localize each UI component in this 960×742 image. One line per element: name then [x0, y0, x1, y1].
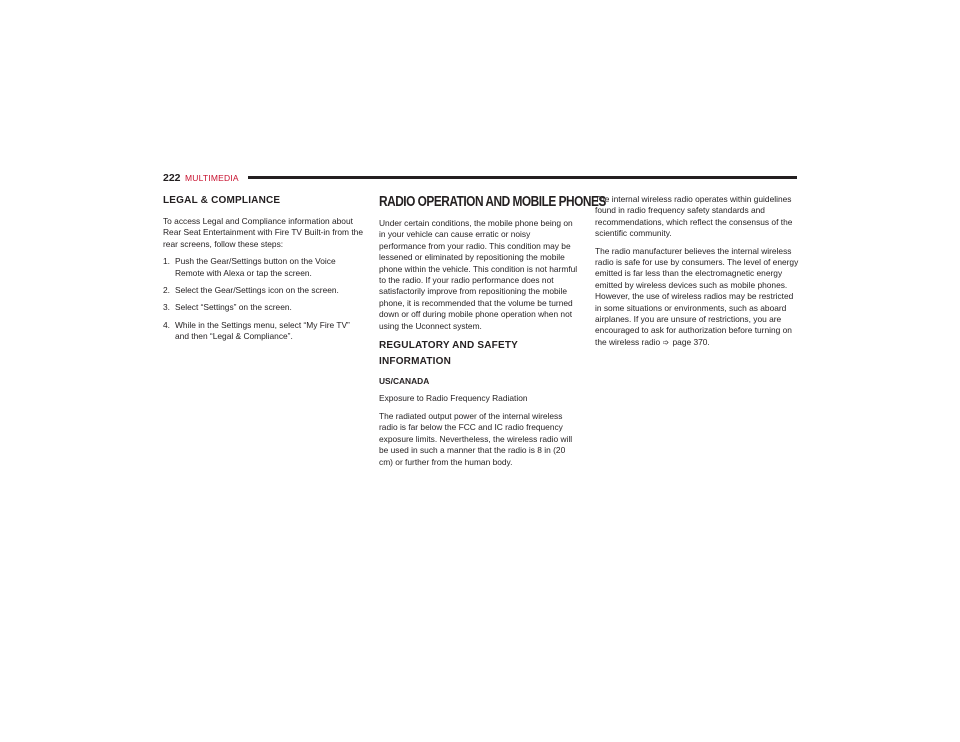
step-number: 3. — [163, 302, 170, 313]
list-item — [163, 256, 365, 279]
step-text: While in the Settings menu, select “My Fire TV” and then “Legal & Compliance”. — [175, 319, 350, 342]
column-3 — [595, 194, 800, 354]
page-number: 222 — [163, 172, 181, 184]
safety-para — [595, 246, 800, 349]
list-item — [163, 285, 365, 296]
steps-list — [163, 256, 365, 342]
list-item — [163, 302, 365, 313]
safety-para-text: The radio manufacturer believes the internal wireless radio is safe for use by consumers. The level of energy emitted is far less than the electromagnetic energy emitted by wireless devices such as mobile phones. However, the use of wireless radios may be restricted in some situations or environments, such as aboard airplanes. If you are unsure of restrictions, you are encouraged to ask for authorization before turning on the wireless radio — [595, 245, 799, 347]
step-number: 4. — [163, 319, 170, 330]
page-header — [163, 171, 797, 185]
arrow-right-icon: ➩ — [662, 337, 670, 347]
guidelines-para: The internal wireless radio operates within guidelines found in radio frequency safety standards and recommendations, which reflect the consensus of the scientific community. — [595, 194, 793, 239]
radio-para: Under certain conditions, the mobile phone being on in your vehicle can cause erratic or noisy performance from your radio. This condition may be lessened or eliminated by repositioning the mobile phone within the vehicle. This condition is not harmful to the radio. If your radio performance does not satisfactorily improve from repositioning the mobile phone, it is recommended that the volume be turned down or off during mobile phone operation when not using the Uconnect system. — [379, 218, 578, 331]
legal-intro: To access Legal and Compliance information about Rear Seat Entertainment with Fire TV Built-in from the rear screens, follow these steps: — [163, 216, 363, 249]
step-text: Select “Settings” on the screen. — [175, 302, 292, 313]
step-number: 1. — [163, 256, 170, 267]
legal-compliance-heading: LEGAL & COMPLIANCE — [163, 195, 281, 206]
section-title: MULTIMEDIA — [185, 173, 239, 183]
page-reference-link[interactable]: page 370. — [672, 336, 710, 347]
exposure-para: The radiated output power of the internal wireless radio is far below the FCC and IC radio frequency exposure limits. Nevertheless, the wireless radio will be used in such a manner that the radio is 8 in (20 cm) or further from the human body. — [379, 410, 573, 467]
header-rule — [248, 176, 797, 179]
step-text: Select the Gear/Settings icon on the screen. — [175, 285, 339, 296]
step-number: 2. — [163, 285, 170, 296]
column-2 — [379, 194, 606, 474]
column-1 — [163, 194, 365, 349]
region-label: US/CANADA — [379, 376, 430, 387]
regulatory-heading: REGULATORY AND SAFETY INFORMATION — [379, 340, 518, 368]
step-text: Push the Gear/Settings button on the Voice Remote with Alexa or tap the screen. — [175, 256, 336, 278]
exposure-title: Exposure to Radio Frequency Radiation — [379, 393, 528, 404]
list-item — [163, 320, 365, 343]
radio-operation-heading: RADIO OPERATION AND MOBILE PHONES — [379, 194, 606, 210]
